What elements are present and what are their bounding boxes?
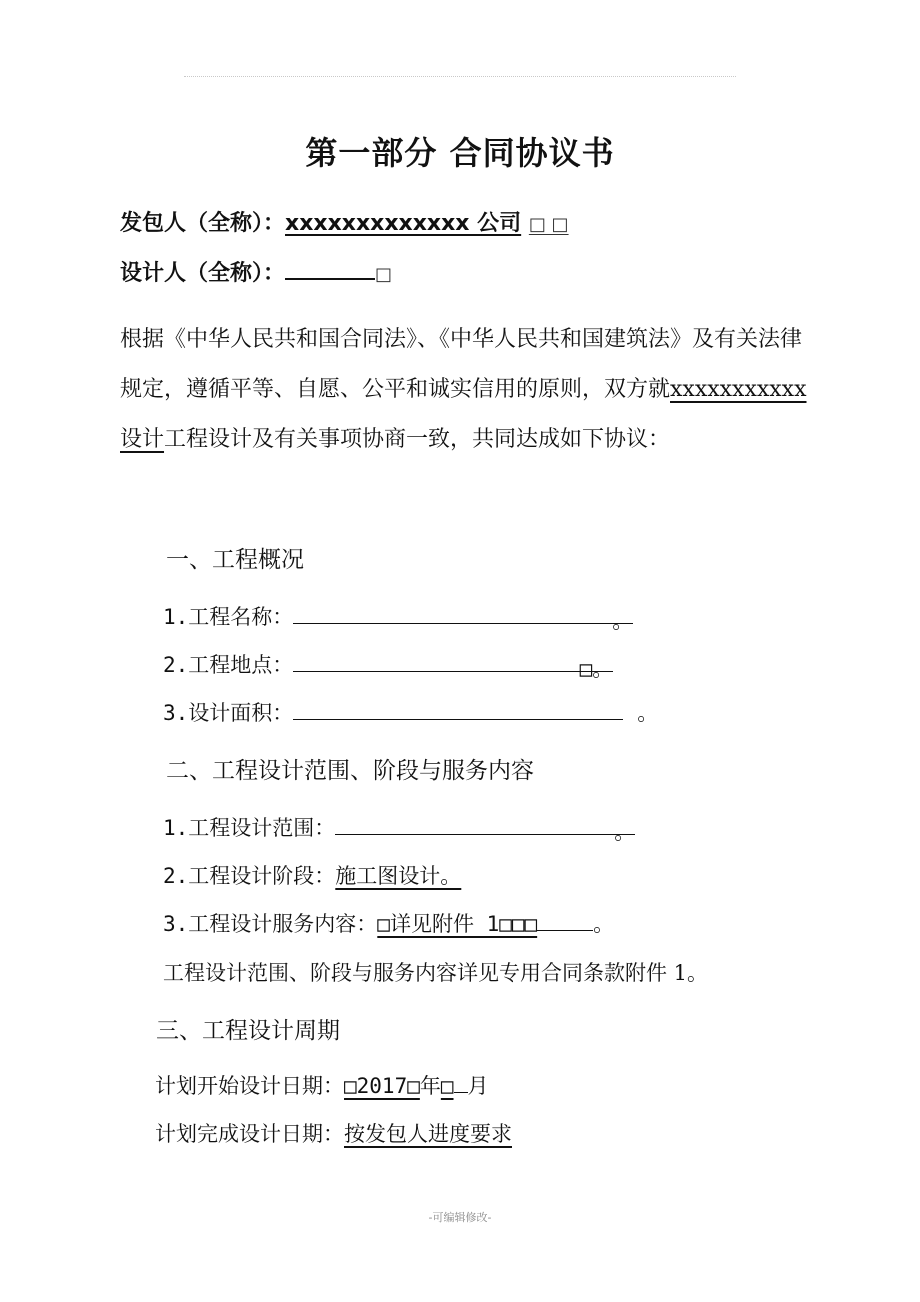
designer-label: 设计人（全称）： bbox=[120, 261, 286, 286]
intro-paragraph bbox=[120, 315, 810, 465]
start-month-value: □ bbox=[440, 1074, 454, 1098]
fill-line: □。 bbox=[293, 653, 613, 672]
employer-line bbox=[120, 206, 569, 237]
header-divider bbox=[184, 76, 736, 77]
section-heading-schedule: 三、工程设计周期 bbox=[156, 1018, 340, 1044]
designer-blank bbox=[285, 258, 375, 280]
scope-note: 工程设计范围、阶段与服务内容详见专用合同条款附件 1。 bbox=[163, 961, 709, 985]
employer-label: 发包人（全称）： bbox=[120, 211, 286, 236]
field-label: 2.工程地点： bbox=[163, 653, 294, 677]
design-area-field bbox=[163, 697, 658, 727]
fill-line bbox=[454, 1074, 468, 1093]
fill-line: 。 bbox=[335, 816, 635, 835]
page-footer: -可编辑修改- bbox=[428, 1211, 492, 1224]
fill-line: 。 bbox=[293, 605, 633, 624]
field-end: 。 bbox=[637, 701, 659, 725]
fill-line bbox=[293, 701, 623, 720]
field-label: 1.工程设计范围： bbox=[163, 816, 336, 840]
intro-text-1: 根据《中华人民共和国合同法》、《中华人民共和国建筑法》及有关法律规定，遵循平等、自愿、公平和诚实信用的原则，双方就 bbox=[120, 327, 803, 402]
project-name-field bbox=[163, 601, 633, 631]
employer-name: xxxxxxxxxxxxx 公司 bbox=[285, 211, 522, 236]
service-content-value: □详见附件 1□□□ bbox=[377, 912, 538, 936]
section-heading-overview: 一、工程概况 bbox=[166, 547, 304, 573]
field-label: 1.工程名称： bbox=[163, 605, 294, 629]
field-label: 3.工程设计服务内容： bbox=[163, 912, 378, 936]
start-date-field bbox=[155, 1070, 489, 1100]
year-label: 年 bbox=[419, 1074, 441, 1098]
project-name: xxxxxxxxxxx 设计 bbox=[120, 377, 807, 452]
design-stage-field bbox=[163, 860, 461, 890]
document-title: 第一部分 合同协议书 bbox=[305, 134, 615, 172]
field-label: 2.工程设计阶段： bbox=[163, 864, 336, 888]
design-stage-value: 施工图设计。 bbox=[335, 864, 462, 888]
start-year-value: □2017□ bbox=[344, 1074, 420, 1098]
field-label: 计划开始设计日期： bbox=[155, 1074, 344, 1098]
fill-line bbox=[537, 912, 593, 931]
field-label: 计划完成设计日期： bbox=[155, 1122, 344, 1146]
section-heading-scope: 二、工程设计范围、阶段与服务内容 bbox=[166, 758, 534, 784]
field-end: 。 bbox=[593, 912, 615, 936]
finish-date-field bbox=[155, 1118, 512, 1148]
intro-text-2: 工程设计及有关事项协商一致，共同达成如下协议： bbox=[164, 427, 671, 452]
project-location-field bbox=[163, 649, 613, 679]
finish-date-value: 按发包人进度要求 bbox=[344, 1122, 512, 1146]
service-content-field bbox=[163, 908, 614, 938]
month-label: 月 bbox=[467, 1074, 489, 1098]
design-scope-field bbox=[163, 812, 635, 842]
designer-tail: □ bbox=[375, 264, 393, 285]
designer-line bbox=[120, 256, 392, 287]
employer-tail: □ □ bbox=[528, 214, 569, 235]
field-label: 3.设计面积： bbox=[163, 701, 294, 725]
